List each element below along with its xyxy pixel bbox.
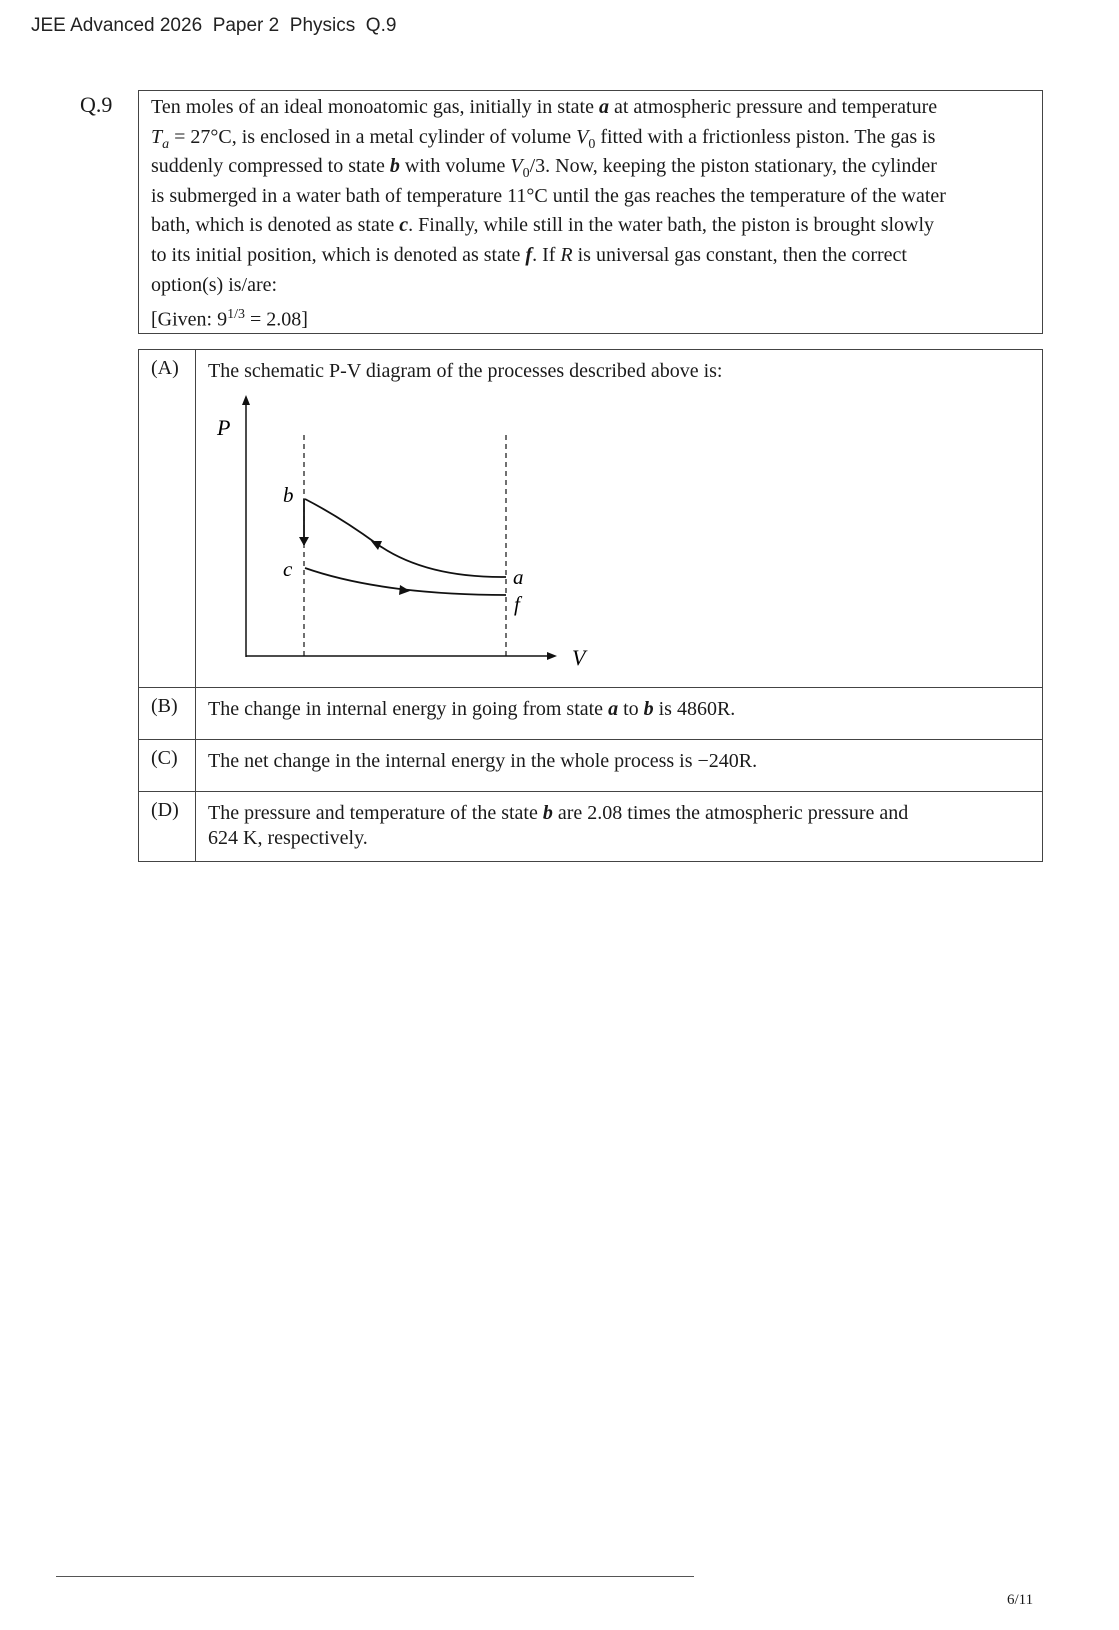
option-a-label: (A) <box>139 350 196 688</box>
stem-line-8: [Given: $9^{1/3} = 2.08$] <box>151 307 308 331</box>
axis-label-p: P <box>217 415 231 440</box>
option-c-row <box>139 740 1043 792</box>
state-label-c: c <box>283 557 293 581</box>
page-number: 6/11 <box>1007 1592 1034 1608</box>
option-a-text: The schematic P-V diagram of the processes described above is: <box>196 350 1043 688</box>
question-number: Q.9 <box>80 92 113 117</box>
stem-line-7: option(s) is/are: <box>151 273 278 296</box>
option-b-text: The change in internal energy in going from state a to b is 4860R. <box>196 688 1043 740</box>
axis-label-v: V <box>572 645 586 670</box>
option-d-label: (D) <box>139 792 196 862</box>
option-c-text: The net change in the internal energy in the whole process is −240R. <box>196 740 1043 792</box>
page-header: JEE Advanced 2026 Paper 2 Physics Q.9 <box>31 15 397 36</box>
option-d-row <box>139 792 1043 862</box>
state-label-b: b <box>283 483 294 507</box>
pv-diagram <box>200 395 620 675</box>
stem-line-1: Ten moles of an ideal monoatomic gas, initially in state a at atmospheric pressure and temperature <box>151 96 938 118</box>
footer-rule <box>56 1576 694 1577</box>
stem-line-5: bath, which is denoted as state c. Finally, while still in the water bath, the piston is brought slowly <box>151 214 935 237</box>
v-axis-arrowhead <box>547 652 557 660</box>
state-label-a: a <box>513 565 524 589</box>
stem-line-6: to its initial position, which is denoted as state f. If R is universal gas constant, then the correct <box>151 243 907 266</box>
stem-line-4: is submerged in a water bath of temperature 11°C until the gas reaches the temperature of the water <box>151 184 946 207</box>
option-c-label: (C) <box>139 740 196 792</box>
option-d-text: The pressure and temperature of the state b are 2.08 times the atmospheric pressure and 624 K, respectively. <box>196 792 1043 862</box>
process-a-to-b <box>305 499 506 577</box>
question-stem <box>151 93 1039 330</box>
option-b-label: (B) <box>139 688 196 740</box>
stem-line-2: $T_a = 27^\circ C$, is enclosed in a metal cylinder of volume $V_0$ fitted with a frictionless piston. The gas is <box>151 125 936 152</box>
option-b-row <box>139 688 1043 740</box>
arrow-b-to-c <box>299 537 309 546</box>
stem-line-3: suddenly compressed to state b with volume $V_0/3$. Now, keeping the piston stationary, the cylinder <box>151 155 937 182</box>
p-axis-arrowhead <box>242 395 250 405</box>
state-label-f: f <box>514 592 520 616</box>
